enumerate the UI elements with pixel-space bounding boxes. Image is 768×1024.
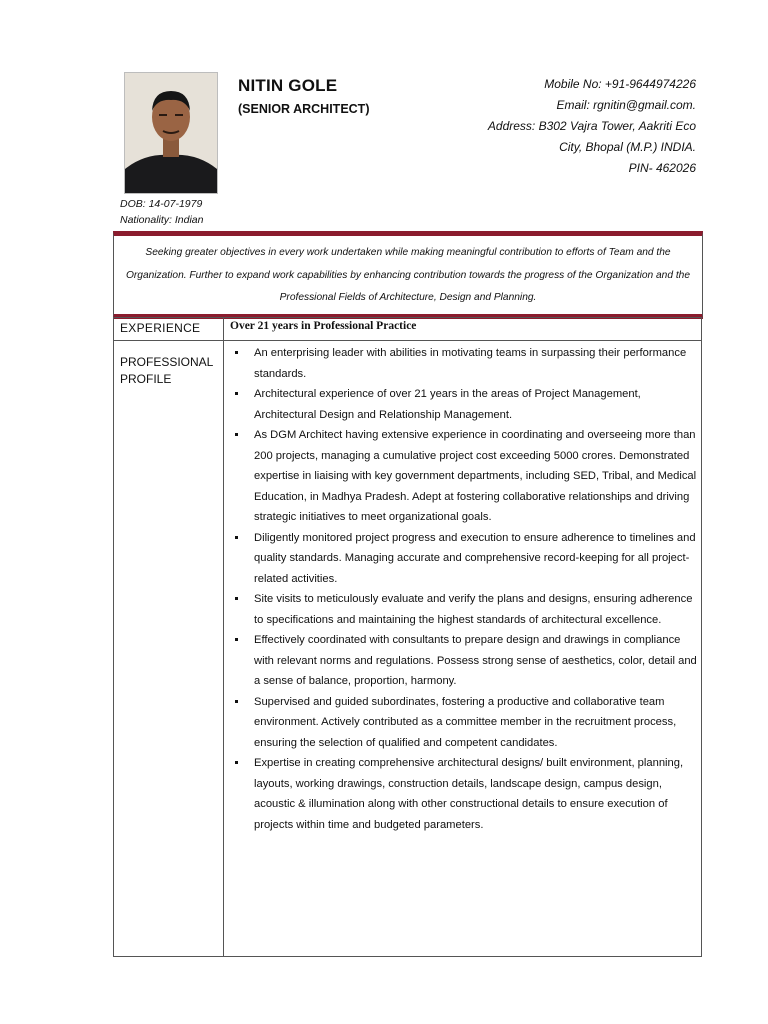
profile-bullet-item bbox=[232, 528, 700, 590]
bullet-marker bbox=[235, 433, 238, 436]
professional-profile-label: PROFESSIONAL PROFILE bbox=[120, 355, 213, 386]
bullet-marker bbox=[235, 536, 238, 539]
bullet-text: Supervised and guided subordinates, fostering a productive and collaborative team environment. Actively contributed as a committee member in the recruitment process, ensuring the selection of qualified and competent candidates. bbox=[254, 695, 677, 749]
job-title: (SENIOR ARCHITECT) bbox=[238, 102, 370, 116]
bullet-text: Effectively coordinated with consultants to prepare design and drawings in compliance with relevant norms and regulations. Possess strong sense of aesthetics, color, detail and a sense of balance, proportion, harmony. bbox=[254, 634, 697, 687]
bullet-marker bbox=[235, 597, 238, 600]
objective-text: Seeking greater objectives in every work undertaken while making meaningful contribution to efforts of Team and the Organization. Further to expand work capabilities by enhancing contribution towards the progress of the Organization and the Professional Fields of Architecture, Design and Planning. bbox=[125, 247, 691, 303]
date-of-birth: DOB: 14-07-1979 bbox=[120, 198, 203, 210]
personal-details bbox=[120, 196, 203, 228]
bullet-text: As DGM Architect having extensive experience in coordinating and overseeing more than 200 projects, managing a cumulative project cost exceeding 5000 crores. Demonstrated expertise in liaising with key government departments, including SED, Tribal, and Medical Education, in Madhya Pradesh. Adept at fostering collaborative relationships and driving strategic initiatives to meet organizational goals. bbox=[254, 429, 697, 523]
profile-bullet-item bbox=[232, 692, 700, 754]
address-line-1: Address: B302 Vajra Tower, Aakriti Eco bbox=[487, 119, 696, 133]
row-divider bbox=[114, 340, 701, 341]
bullet-marker bbox=[235, 700, 238, 703]
profile-bullet-item bbox=[232, 343, 700, 384]
profile-photo bbox=[124, 72, 218, 194]
profile-bullet-item bbox=[232, 753, 700, 835]
profile-bullet-item bbox=[232, 425, 700, 528]
objective-box bbox=[113, 231, 703, 319]
bullet-text: Site visits to meticulously evaluate and verify the plans and designs, ensuring adherence to specifications and maintaining the highest standards of architectural excellence. bbox=[254, 593, 693, 626]
contact-block bbox=[488, 74, 696, 179]
bullet-text: Architectural experience of over 21 years in the areas of Project Management, Architectural Design and Relationship Management. bbox=[254, 388, 641, 421]
address-line-2: City, Bhopal (M.P.) INDIA. bbox=[559, 140, 696, 154]
bullet-marker bbox=[235, 392, 238, 395]
experience-value: Over 21 years in Professional Practice bbox=[230, 320, 417, 332]
profile-bullet-item bbox=[232, 630, 700, 692]
bullet-text: Expertise in creating comprehensive architectural designs/ built environment, planning, layouts, working drawings, construction details, landscape design, campus design, acoustic & illumination along with other constructional details to ensure execution of projects within time and budgeted parameters. bbox=[254, 757, 684, 831]
bullet-marker bbox=[235, 761, 238, 764]
profile-bullet-list bbox=[232, 343, 700, 835]
email-address: Email: rgnitin@gmail.com. bbox=[556, 98, 696, 112]
bullet-marker bbox=[235, 351, 238, 354]
bullet-text: Diligently monitored project progress and execution to ensure adherence to timelines and quality standards. Managing accurate and comprehensive record-keeping for all project-related activities. bbox=[254, 531, 696, 585]
experience-label: EXPERIENCE bbox=[120, 321, 201, 335]
bullet-marker bbox=[235, 638, 238, 641]
candidate-name: NITIN GOLE bbox=[238, 76, 338, 95]
column-divider bbox=[223, 318, 224, 956]
pin-code: PIN- 462026 bbox=[628, 161, 696, 175]
profile-bullet-item bbox=[232, 589, 700, 630]
experience-table bbox=[113, 317, 702, 957]
profile-bullet-item bbox=[232, 384, 700, 425]
nationality: Nationality: Indian bbox=[120, 214, 204, 226]
mobile-number: Mobile No: +91-9644974226 bbox=[544, 77, 696, 91]
bullet-text: An enterprising leader with abilities in motivating teams in surpassing their performance standards. bbox=[254, 347, 687, 380]
